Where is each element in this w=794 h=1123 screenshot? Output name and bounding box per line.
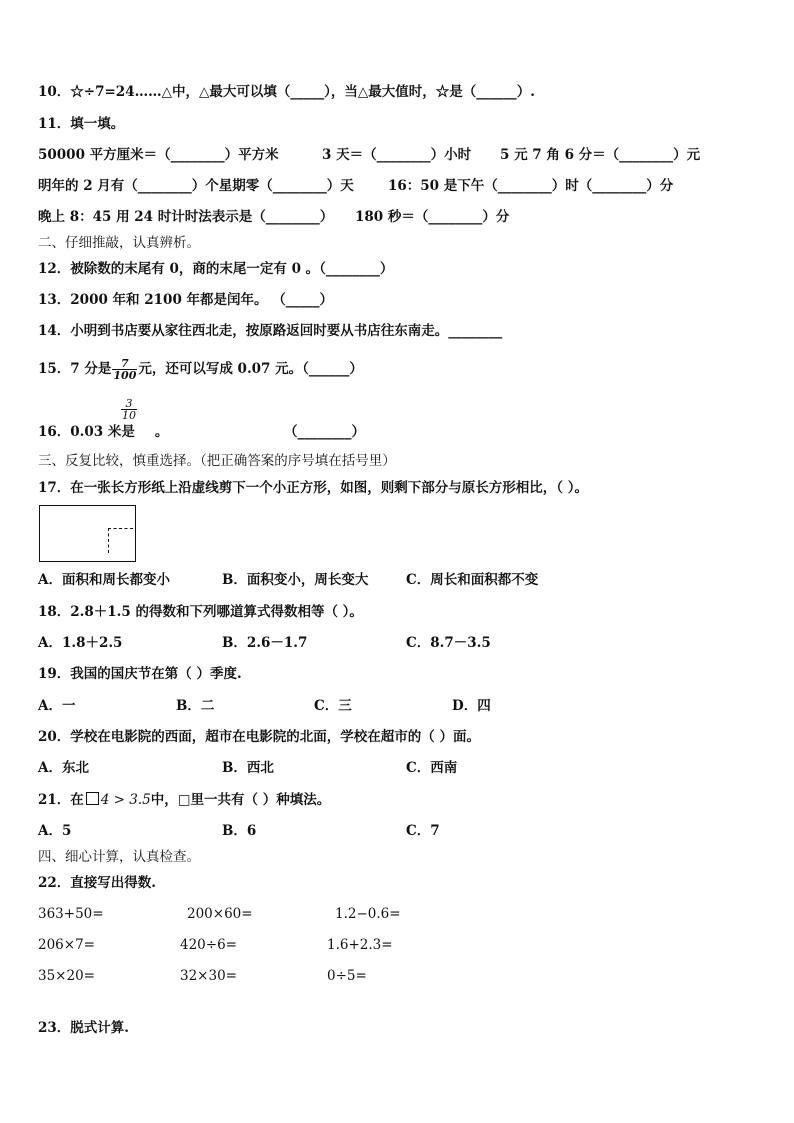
calc-item: 200×60=	[187, 906, 253, 922]
question-17-option-c: C．周长和面积都不变	[406, 572, 539, 588]
question-20-stem: 20．学校在电影院的西面，超市在电影院的北面，学校在超市的（ ）面。	[38, 729, 480, 745]
section-3-heading: 三、反复比较，慎重选择。（把正确答案的序号填在括号里）	[38, 453, 396, 469]
question-23: 23．脱式计算.	[38, 1020, 129, 1036]
fraction-numerator: 7	[112, 358, 137, 370]
question-17-option-b: B．面积变小，周长变大	[222, 572, 369, 588]
question-11-seconds: 180 秒＝（________）分	[355, 209, 510, 225]
question-11-february: 明年的 2 月有（________）个星期零（________）天	[38, 178, 354, 194]
question-18-option-b: B．2.6－1.7	[222, 635, 308, 651]
question-20-option-b: B．西北	[222, 760, 274, 776]
question-11-days: 3 天＝（________）小时	[322, 147, 472, 163]
calc-item: 420÷6=	[180, 937, 237, 953]
fraction-denominator: 100	[113, 369, 137, 382]
question-20-option-a: A．东北	[38, 760, 89, 776]
question-21-option-b: B．6	[222, 823, 257, 839]
question-18-option-a: A．1.8＋2.5	[38, 635, 123, 651]
question-16-blank: （________）	[284, 424, 365, 440]
question-19-option-d: D．四	[452, 698, 491, 714]
calc-item: 1.6+2.3=	[327, 937, 393, 953]
question-19-stem: 19．我国的国庆节在第（ ）季度.	[38, 666, 242, 682]
fraction-7-100	[112, 358, 137, 381]
question-16-pre: 16．0.03 米是	[38, 424, 135, 440]
fraction-3-10	[121, 398, 137, 421]
section-4-heading: 四、细心计算，认真检查。	[38, 849, 200, 865]
question-11-24h: 晚上 8：45 用 24 时计时法表示是（________）	[38, 209, 334, 225]
question-19-option-c: C．三	[314, 698, 352, 714]
calc-item: 206×7=	[38, 937, 95, 953]
section-2-heading: 二、仔细推敲，认真辨析。	[38, 235, 200, 251]
fraction-numerator: 3	[121, 398, 137, 410]
question-18-option-c: C．8.7－3.5	[406, 635, 491, 651]
question-15-post: 元，还可以写成 0.07 元。（______）	[138, 361, 363, 377]
calc-item: 1.2−0.6=	[335, 906, 401, 922]
question-21-option-a: A．5	[38, 823, 72, 839]
question-11-area: 50000 平方厘米＝（________）平方米	[38, 147, 279, 163]
question-14: 14．小明到书店要从家往西北走，按原路返回时要从书店往东南走。________	[38, 323, 503, 339]
question-12: 12．被除数的末尾有 0，商的末尾一定有 0 。（________）	[38, 261, 394, 277]
question-21-post: 中，□里一共有（ ）种填法。	[150, 792, 331, 808]
question-20-option-c: C．西南	[406, 760, 458, 776]
question-16	[38, 423, 168, 441]
calc-item: 35×20=	[38, 968, 95, 984]
question-16-post: 。	[154, 424, 169, 440]
question-11-money: 5 元 7 角 6 分＝（________）元	[500, 147, 701, 163]
question-15	[38, 358, 363, 381]
blank-box	[86, 792, 99, 805]
dashed-square-figure	[108, 528, 133, 553]
question-19-option-a: A．一	[38, 698, 76, 714]
question-19-option-b: B．二	[176, 698, 215, 714]
calc-item: 32×30=	[180, 968, 237, 984]
question-18-stem: 18．2.8＋1.5 的得数和下列哪道算式得数相等（ ）。	[38, 604, 363, 620]
question-10: 10．☆÷7=24……△中，△最大可以填（_____），当△最大值时，☆是（______）.	[38, 84, 535, 100]
question-11-time: 16：50 是下午（________）时（________）分	[388, 178, 674, 194]
question-21-pre: 21．在	[38, 792, 84, 808]
question-21-expression: 4 > 3.5	[100, 792, 151, 808]
question-21-option-c: C．7	[406, 823, 440, 839]
question-17-stem: 17．在一张长方形纸上沿虚线剪下一个小正方形，如图，则剩下部分与原长方形相比，（ ）。	[38, 480, 588, 496]
question-13: 13．2000 年和 2100 年都是闰年。 （_____）	[38, 292, 333, 308]
question-15-pre: 15．7 分是	[38, 361, 112, 377]
question-17-option-a: A．面积和周长都变小	[38, 572, 170, 588]
fraction-denominator: 10	[122, 409, 136, 422]
question-21-stem	[38, 791, 330, 809]
question-11-title: 11．填一填。	[38, 116, 125, 132]
calc-item: 363+50=	[38, 906, 104, 922]
question-22-stem: 22．直接写出得数.	[38, 875, 156, 891]
calc-item: 0÷5=	[327, 968, 367, 984]
